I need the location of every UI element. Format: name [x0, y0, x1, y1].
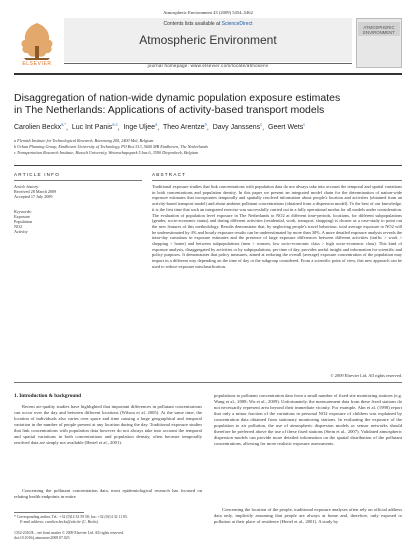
contents-prefix: Contents lists available at — [163, 21, 222, 27]
left-column-paragraph-2: Concerning the pollutant concentration data, most epidemiological research has focused on relating health endpoints in entire — [14, 488, 202, 499]
keyword: NO2 — [14, 224, 23, 229]
corresponding-author-note: * Corresponding author. Tel.: +32 (0)14 33 59 58; fax: +32 (0)14 32 11 85. — [14, 515, 128, 519]
elsevier-logo — [14, 18, 60, 68]
article-info-heading: ARTICLE INFO — [14, 172, 60, 177]
author[interactable]: Luc Int Panis$^{a,c}$ — [71, 122, 118, 132]
abstract-text: Traditional exposure studies that link concentrations with population data do not always take into account the temporal and spatial variations in both concentrations and population density. In this paper we present an integrated model chain for the determination of nation-wide exposure estimates that incorporates temporally and spatially resolved information about people's location and activities (obtained from an activity-based transport model) and about ambient pollutant concentrations (obtained from a dispersion model). To the best of our knowledge, it is the first time that such an integrated exercise was successfully carried out in a fully operational modus for all models under consideration. The evaluation of population level exposure in The Netherlands to NO2 at different time-periods, locations, for different subpopulations (gender, socio-economic status) and during different activities (residential, work, transport, shopping) is chosen as a case-study to point out the new features of this methodology. Results demonstrate that, by neglecting people's travel behaviour, total average exposure to NO2 will be underestimated by 4% and hourly exposure results can be underestimated by more than 30%. A more detailed exposure analysis reveals the intra-day variations in exposure estimates and the presence of large exposure differences between different activities (traffic > work > shopping > home) and between subpopulations (men > women, low socio-economic class > high socio-economic class). This kind of exposure analysis, disaggregated by activities or by subpopulations, per time of day, provides useful insight and information for scientific and policy purposes. It demonstrates that policy measures, aimed at reducing the overall (average) exposure concentration of the population may impact in a different way depending on the time of day or the subgroup considered. From a scientific point of view, this new approach can be used to reduce exposure misclassification. — [152, 184, 402, 269]
affiliation: a Flemish Institute for Technological Research, Boeretang 200, 2400 Mol, Belgium — [14, 138, 154, 143]
abstract-heading: ABSTRACT — [152, 172, 187, 177]
article-history — [14, 184, 142, 199]
contents-line — [64, 21, 352, 27]
author[interactable]: Davy Janssens$^c$ — [212, 122, 263, 132]
article-title — [14, 92, 402, 116]
issn-line: 1352-2310/$ – see front matter © 2009 Elsevier Ltd. All rights reserved. — [14, 531, 124, 535]
affiliation: b Urban Planning Group, Eindhoven University of Technology, PO Box 513, 5600 MB Eindhoven, The Netherlands — [14, 144, 209, 149]
author[interactable]: Geert Wets$^c$ — [268, 122, 306, 132]
affiliation-rule — [14, 165, 402, 166]
abstract-rule — [152, 180, 402, 181]
header-rule — [14, 73, 402, 75]
journal-homepage[interactable]: journal homepage: www.elsevier.com/locate/atmosenv — [147, 63, 269, 68]
doi-line[interactable]: doi:10.1016/j.atmosenv.2009.07.023 — [14, 536, 70, 540]
journal-cover-title: ATMOSPHERIC ENVIRONMENT — [363, 25, 395, 35]
author[interactable]: Carolien Beckx$^{a,*}$ — [14, 122, 66, 132]
history-label: Article history: — [14, 184, 40, 189]
keyword: Population — [14, 219, 33, 224]
elsevier-logo-text: ELSEVIER — [22, 61, 52, 67]
abstract-bottom-rule — [14, 382, 402, 383]
keywords — [14, 209, 142, 234]
keyword: Activity — [14, 229, 28, 234]
author[interactable]: Inge Uljee$^a$ — [123, 122, 158, 132]
section-heading: 1. Introduction & background — [14, 393, 81, 399]
keywords-label: Keywords: — [14, 209, 32, 214]
author-list: Carolien Beckx$^{a,*}$, Luc Int Panis$^{a,c}$, Inge Uljee$^a$, Theo Arentze$^b$, Davy Janssens$^c$, Geert Wets$^c$ — [14, 122, 306, 132]
right-column-paragraph-1: populations to pollutant concentration data from a small number of fixed site monitoring stations (e.g. Wang et al., 2008; Wu et al., 2009). Unfortunately, the measurement data from these fixed stations do not necessarily represent area beyond their immediate vicinity. For example, Ahn et al. (1998) report that only a minor fraction of the variations in personal NO2 exposure of children was explained by concentration data obtained from stationary monitoring stations. In evaluating the exposure of the population to air pollution, the use of atmospheric dispersion models or sensor networks should therefore be preferred above the use of these fixed stations (Stein et al., 2007). Validated atmospheric dispersion models can provide more detailed information on the spatial distribution of the pollutant concentrations, allowing for more realistic exposure assessments. — [214, 393, 402, 446]
article-title-line-1: Disaggregation of nation-wide dynamic population exposure estimates — [14, 92, 341, 104]
received-date: Received 28 March 2009 — [14, 189, 57, 194]
left-column-paragraph-1: Recent air-quality studies have highlighted that important differences in pollutant concentrations can occur over the day and between different locations (Wilson et al, 2005). At the same time, the location of individuals also varies over space and time causing a large geographical and temporal variation in the number of people present at any location during the day. Traditional exposure studies that link concentrations with population data however do not always take into account the temporal and spatial variations in both concentrations and population density, often because temporally resolved data are simply not available (Hertel et al., 2001). — [14, 404, 202, 445]
author[interactable]: Theo Arentze$^b$ — [162, 122, 207, 132]
journal-name: Atmospheric Environment — [139, 33, 277, 47]
email-note[interactable]: E-mail address: carolien.beckx@vito.be (C. Beckx). — [20, 520, 99, 524]
affiliation: c Transportation Research Institute, Hasselt University, Wetenschapspark 5 bus 6, 3590 Diepenbeek, Belgium — [14, 150, 198, 155]
right-column-paragraph-2: Concerning the location of the people, traditional exposure analyses often rely on official address data only, implicitly assuming that people are always at home and, therefore, only exposed to pollution at their place of residence (Hertel et al., 2001). A study by — [214, 507, 402, 524]
sciencedirect-link[interactable]: ScienceDirect — [221, 21, 253, 27]
keyword: Exposure — [14, 214, 30, 219]
article-title-line-2: in The Netherlands: Applications of activity-based transport models — [14, 104, 325, 116]
copyright-line: © 2009 Elsevier Ltd. All rights reserved. — [330, 373, 402, 378]
article-info-rule — [14, 180, 142, 181]
journal-citation: Atmospheric Environment 43 (2009) 5454–5462 — [163, 10, 253, 15]
footnote-rule — [14, 512, 84, 513]
accepted-date: Accepted 17 July 2009 — [14, 194, 53, 199]
